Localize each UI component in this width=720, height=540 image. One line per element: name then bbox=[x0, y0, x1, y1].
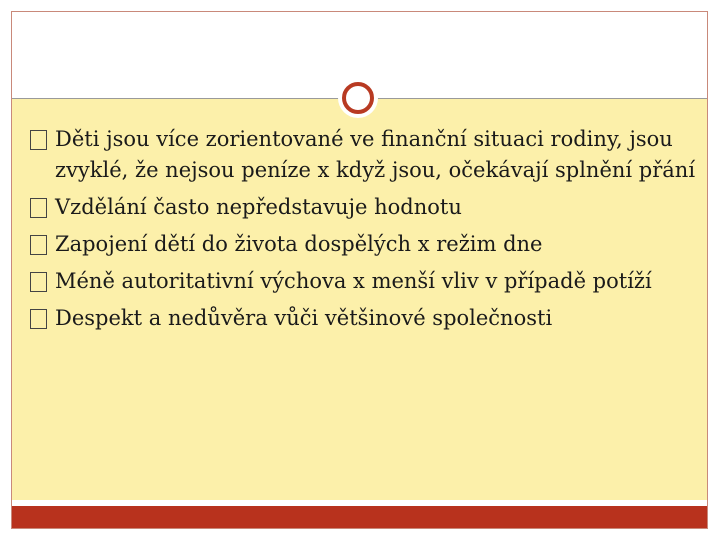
footer-accent-bar bbox=[12, 506, 707, 528]
bullet-box-icon bbox=[30, 198, 47, 218]
bullet-list bbox=[30, 124, 700, 340]
bullet-box-icon bbox=[30, 235, 47, 255]
bullet-text: Despekt a nedůvěra vůči většinové společnosti bbox=[55, 306, 553, 330]
bullet-box-icon bbox=[30, 130, 47, 150]
bullet-box-icon bbox=[30, 309, 47, 329]
bullet-text: Méně autoritativní výchova x menší vliv v případě potíží bbox=[55, 269, 652, 293]
bullet-item bbox=[30, 303, 700, 334]
bullet-item bbox=[30, 192, 700, 223]
bullet-item bbox=[30, 124, 700, 186]
bullet-box-icon bbox=[30, 272, 47, 292]
bullet-text: Vzdělání často nepředstavuje hodnotu bbox=[55, 195, 462, 219]
bullet-text: Zapojení dětí do života dospělých x režim dne bbox=[55, 232, 543, 256]
bullet-item bbox=[30, 266, 700, 297]
bullet-text: Děti jsou více zorientované ve finanční situaci rodiny, jsou zvyklé, že nejsou peníze x když jsou, očekávají splnění přání bbox=[55, 127, 696, 182]
bullet-item bbox=[30, 229, 700, 260]
divider-circle-ornament bbox=[338, 78, 378, 118]
